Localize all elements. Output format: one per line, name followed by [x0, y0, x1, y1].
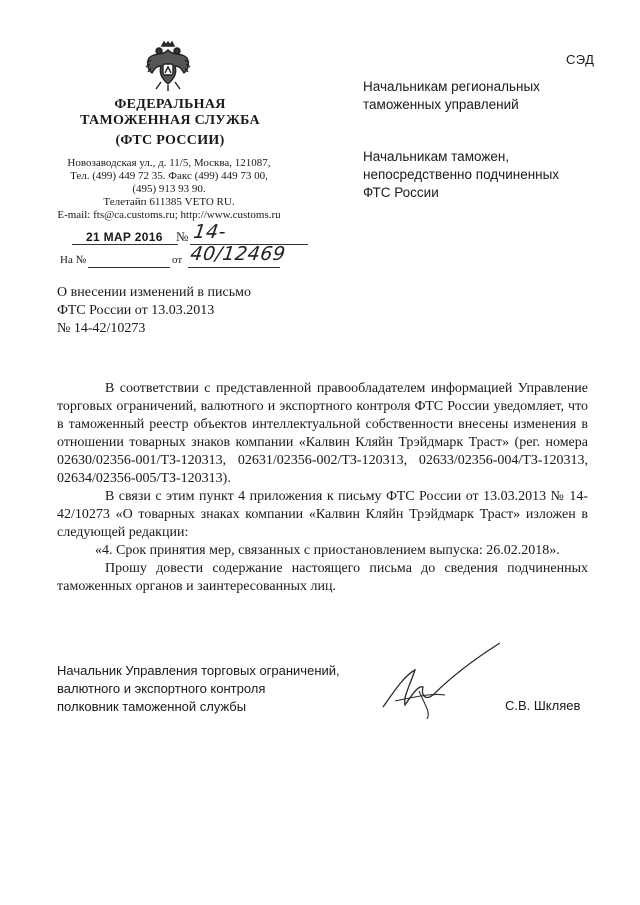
signatory-name: С.В. Шкляев [505, 698, 581, 713]
document-number: 14-40/12469 [188, 221, 288, 265]
org-line2: ТАМОЖЕННАЯ СЛУЖБА [80, 113, 260, 128]
sed-mark: СЭД [566, 52, 595, 67]
addressee-customs [363, 148, 559, 202]
org-abbr: (ФТС РОССИИ) [115, 133, 225, 148]
body-paragraph: Прошу довести содержание настоящего письма до сведения подчиненных таможенных органов и заинтересованных лиц. [57, 561, 588, 594]
subject-line: ФТС России от 13.03.2013 [57, 303, 215, 318]
number-underline [190, 244, 308, 245]
signatory-title-line: полковник таможенной службы [57, 699, 247, 714]
reference-date-blank [188, 267, 280, 268]
body-paragraph: В соответствии с представленной правообладателем информацией Управление торговых ограничений, валютного и экспортного контроля ФТС России уведомляет, что в таможенный реестр объектов интеллектуальной собственности внесены изменения в отношении товарных знаков компании «Калвин Кляйн Трэйдмарк Траст» (рег. номера 02630/02356-001/ТЗ-120313, 02631/02356-002/ТЗ-120313, 02633/02356-004/ТЗ-120313, 02634/02356-005/ТЗ-120313). [57, 381, 588, 486]
org-line1: ФЕДЕРАЛЬНАЯ [114, 97, 226, 112]
contact-line: Тел. (499) 449 72 35. Факс (499) 449 73 00, [70, 170, 268, 182]
reference-date-label: от [172, 254, 183, 266]
letter-subject [57, 284, 251, 338]
signatory-title [57, 662, 340, 716]
addressee-line: Начальникам региональных [363, 79, 540, 94]
date-underline [72, 244, 178, 245]
signatory-title-line: Начальник Управления торговых ограничений, [57, 663, 340, 678]
contact-line: E-mail: fts@ca.customs.ru; http://www.customs.ru [57, 209, 281, 221]
subject-line: № 14-42/10273 [57, 321, 146, 336]
contact-line: Телетайп 611385 VETO RU. [103, 196, 235, 208]
addressee-regional [363, 78, 540, 114]
reference-number-blank [88, 267, 170, 268]
handwritten-signature [375, 635, 505, 725]
body-paragraph: В связи с этим пункт 4 приложения к письму ФТС России от 13.03.2013 № 14-42/10273 «О товарных знаках компании «Калвин Кляйн Трэйдмарк Траст» изложен в следующей редакции: [57, 489, 588, 540]
addressee-line: таможенных управлений [363, 97, 519, 112]
reference-number-label: На № [60, 254, 87, 266]
organization-name [60, 97, 280, 149]
contact-block [44, 157, 294, 222]
body-paragraph: «4. Срок принятия мер, связанных с приостановлением выпуска: 26.02.2018». [95, 543, 560, 558]
addressee-line: Начальникам таможен, [363, 149, 510, 164]
subject-line: О внесении изменений в письмо [57, 285, 251, 300]
contact-line: Новозаводская ул., д. 11/5, Москва, 121087, [67, 157, 271, 169]
addressee-line: ФТС России [363, 185, 439, 200]
contact-line: (495) 913 93 90. [132, 183, 206, 195]
number-label: № [176, 229, 189, 244]
signatory-title-line: валютного и экспортного контроля [57, 681, 266, 696]
document-date: 21 МАР 2016 [86, 230, 163, 244]
letter-body [57, 380, 588, 596]
reference-line [60, 254, 300, 274]
addressee-line: непосредственно подчиненных [363, 167, 560, 182]
russian-coat-of-arms-emblem [143, 40, 193, 92]
